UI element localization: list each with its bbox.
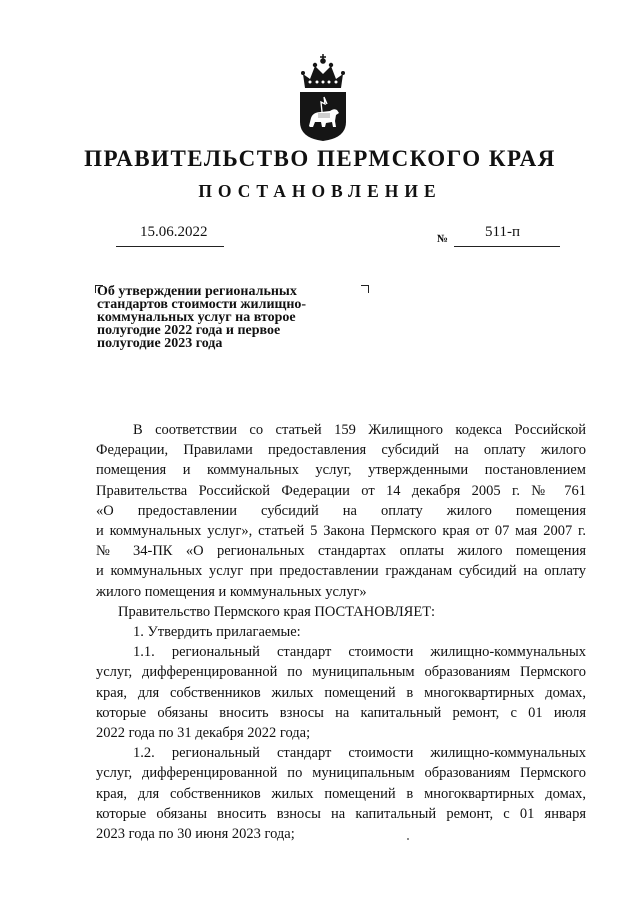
item-1-1-line: которые обязаны вносить взносы на капитальный ремонт, с 01 июля (96, 704, 586, 721)
resolves-line: Правительство Пермского края ПОСТАНОВЛЯЕТ: (118, 603, 436, 620)
number-underline (454, 246, 560, 247)
item-1-2-line: услуг, дифференцированной по муниципальным образованиям Пермского (96, 765, 586, 782)
subject-line: коммунальных услуг на второе (97, 310, 296, 325)
preamble-line: В соответствии со статьей 159 Жилищного кодекса Российской (133, 422, 586, 438)
preamble-line: Федерации, Правилами предоставления субсидий на оплату жилого (96, 442, 586, 459)
document-number: 511-п (485, 224, 520, 240)
preamble-line: и коммунальных услуг при предоставлении гражданам субсидий на оплату (96, 563, 586, 580)
item-1-2-line: 1.2. региональный стандарт стоимости жилищно-коммунальных (133, 745, 586, 762)
item-1-2-line: 2023 года по 30 июня 2023 года; (96, 826, 295, 843)
document-body (96, 420, 586, 844)
preamble-line: помещения и коммунальных услуг, утвержденными постановлением (96, 462, 586, 479)
preamble-line: Правительства Российской Федерации от 14 декабря 2005 г. № 761 (96, 482, 586, 499)
number-sign: № (437, 233, 449, 245)
item-1-1-line: 1.1. региональный стандарт стоимости жилищно-коммунальных (133, 644, 586, 661)
preamble-line: жилого помещения и коммунальных услуг» (96, 583, 367, 600)
government-title: ПРАВИТЕЛЬСТВО ПЕРМСКОГО КРАЯ (84, 146, 556, 171)
document-type-title: ПОСТАНОВЛЕНИЕ (198, 181, 442, 201)
subject-line: Об утверждении региональных (97, 284, 297, 299)
subject-line: полугодие 2023 года (97, 336, 223, 351)
date-underline (116, 246, 224, 247)
item-1-1-line: 2022 года по 31 декабря 2022 года; (96, 725, 311, 742)
preamble-line: № 34-ПК «О региональных стандартах оплаты жилого помещения (96, 543, 586, 560)
item-1-1-line: услуг, дифференцированной по муниципальным образованиям Пермского (96, 664, 586, 681)
item-1: 1. Утвердить прилагаемые: (133, 624, 301, 641)
preamble-line: «О предоставлении субсидий на оплату жилого помещения (96, 502, 586, 519)
item-1-1-line: края, для собственников жилых помещений в многоквартирных домах, (96, 684, 586, 701)
document-date: 15.06.2022 (140, 224, 208, 240)
preamble-line: и коммунальных услуг», статьей 5 Закона Пермского края от 07 мая 2007 г. (96, 523, 586, 540)
subject-line: полугодие 2022 года и первое (97, 323, 281, 338)
subject-line: стандартов стоимости жилищно- (97, 297, 307, 312)
perm-krai-coat-of-arms-icon (296, 52, 350, 142)
document-subject (97, 285, 367, 350)
scan-speck (407, 838, 409, 840)
item-1-2-line: которые обязаны вносить взносы на капитальный ремонт, с 01 января (96, 805, 586, 822)
item-1-2-line: края, для собственников жилых помещений в многоквартирных домах, (96, 785, 586, 802)
